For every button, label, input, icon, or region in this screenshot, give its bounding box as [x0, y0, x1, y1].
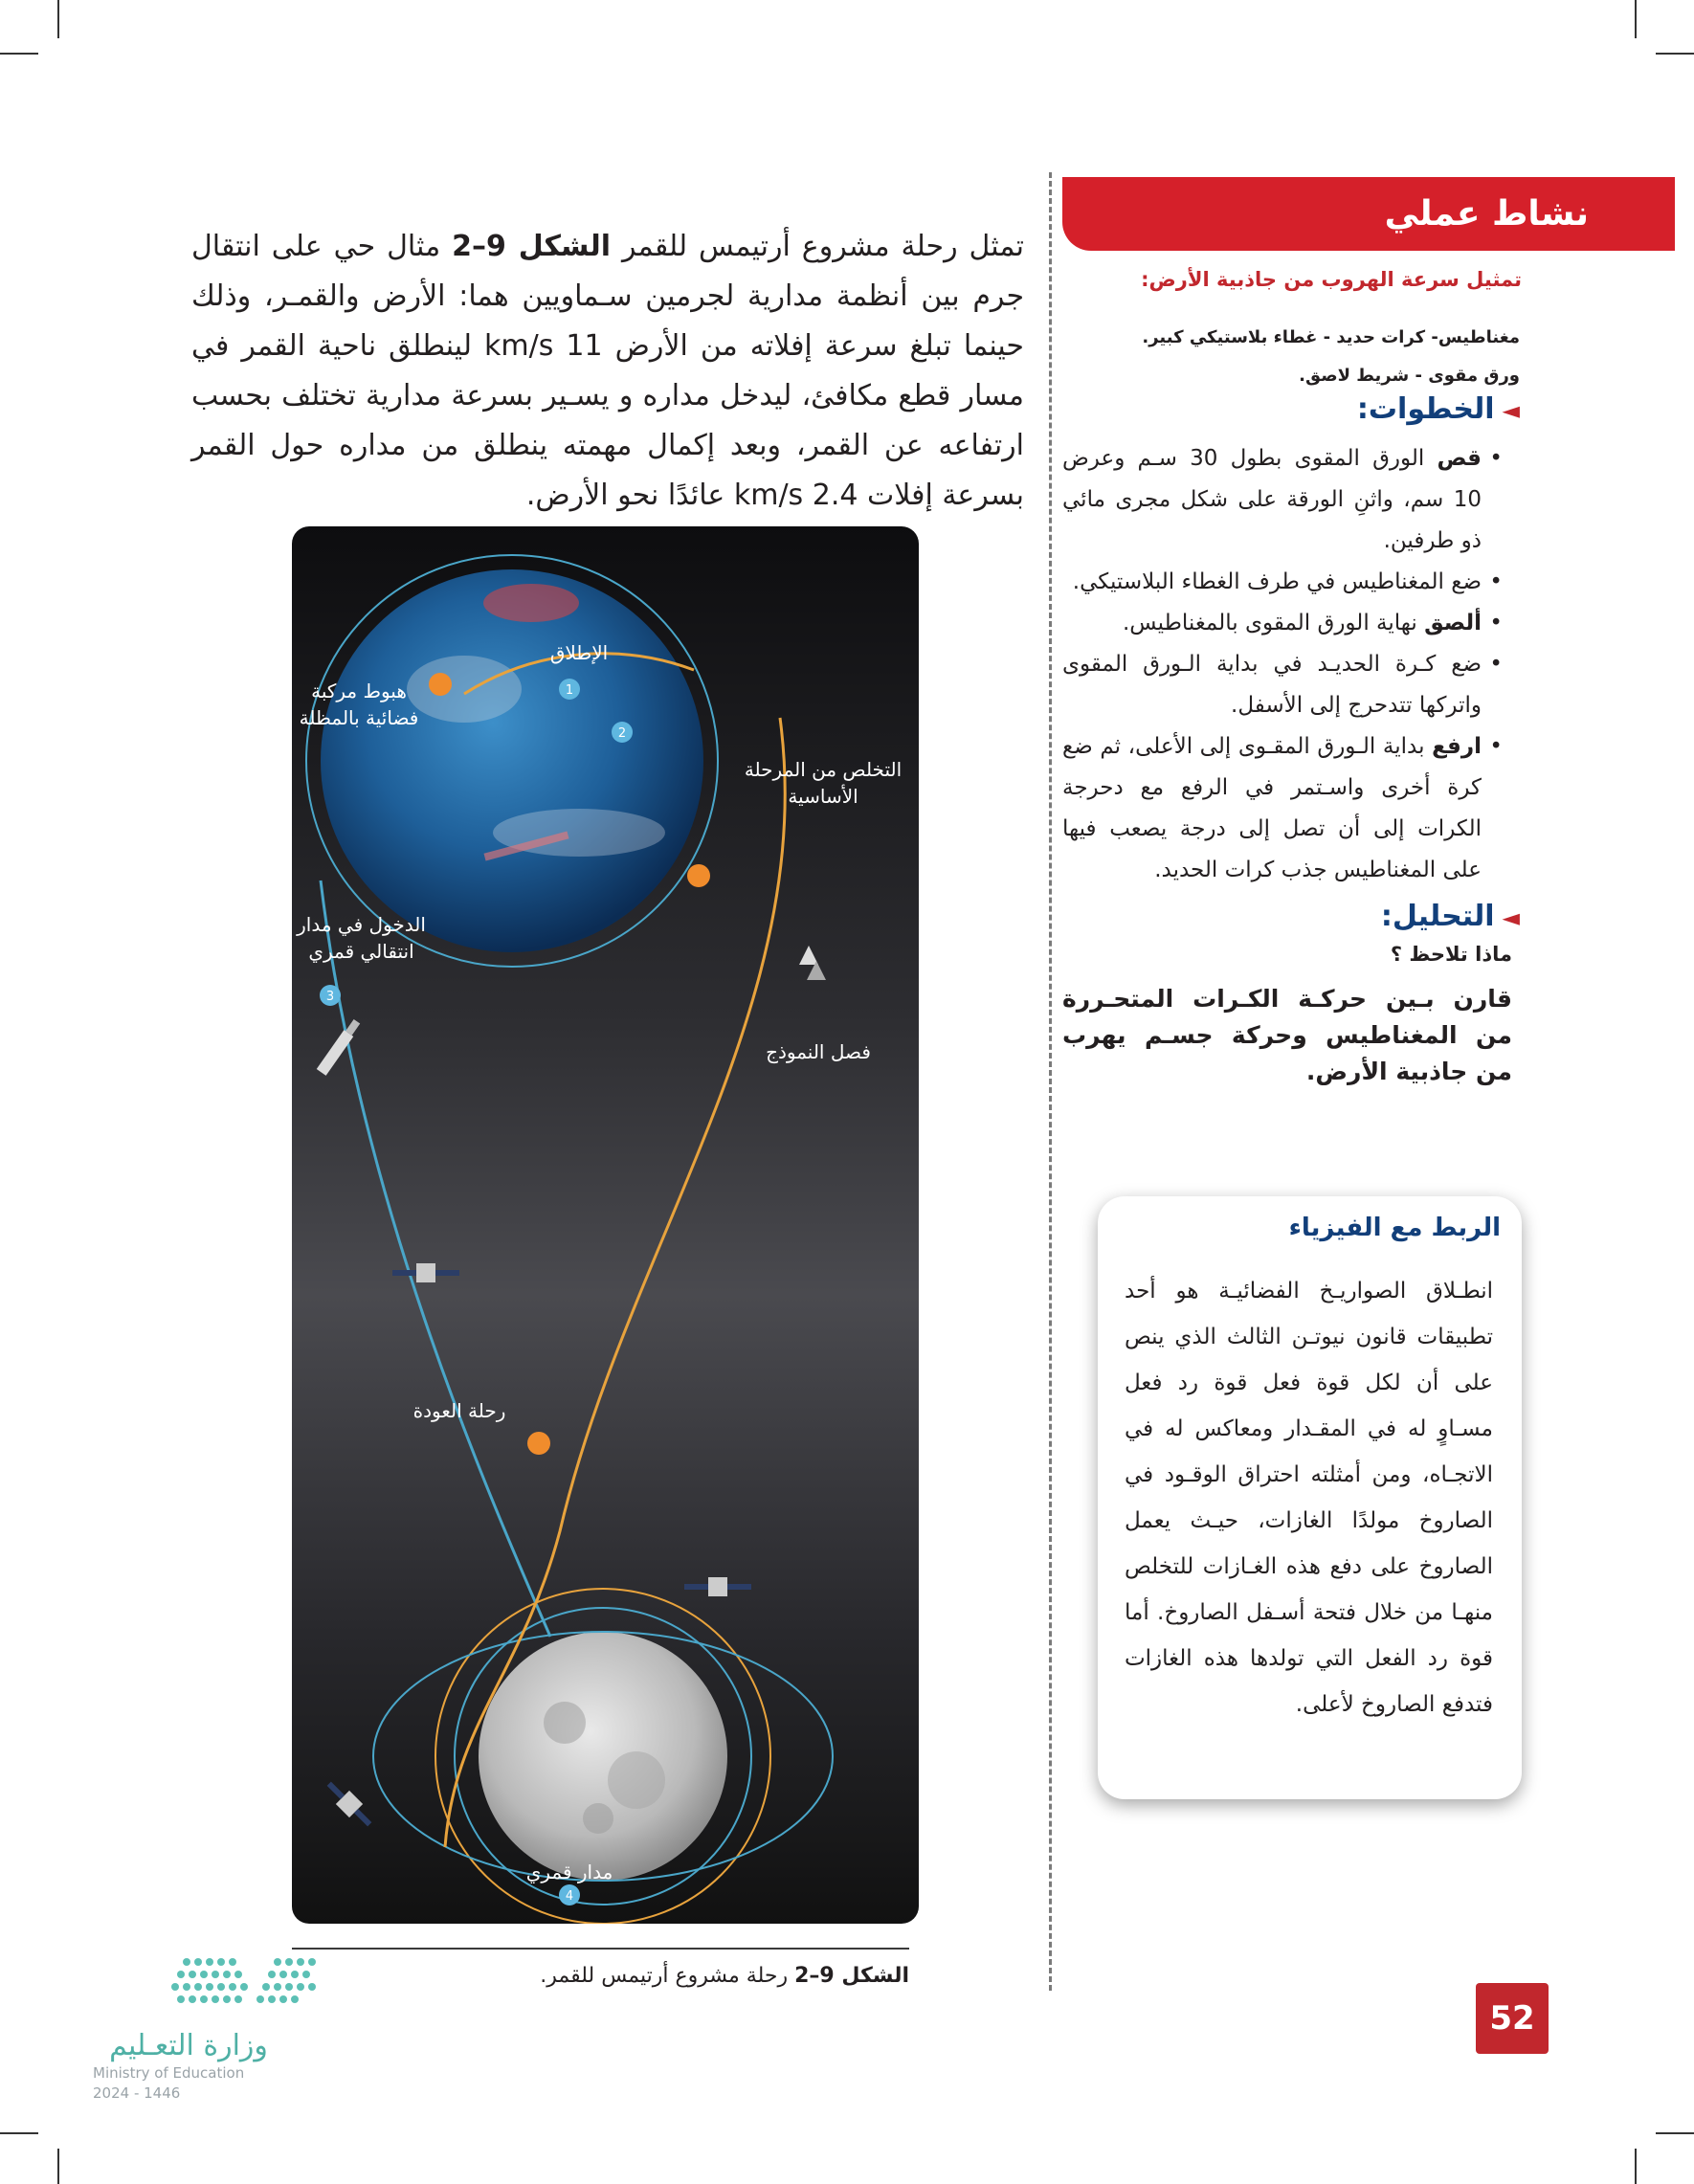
crop-mark — [0, 53, 38, 55]
core-stage-label: التخلص من المرحلة الأساسية — [744, 758, 903, 808]
outbound-trajectory — [321, 880, 550, 1637]
step-verb: ألصق — [1424, 611, 1482, 635]
crop-mark — [1656, 53, 1694, 55]
question-2: قارن بـين حركـة الكـرات المتحـررة من المغناطيس وحركة جسـم يهرب من جاذبية الأرض. — [1062, 985, 1512, 1085]
step-item — [1062, 644, 1503, 726]
marker-4-text: 4 — [565, 1889, 574, 1904]
landing-label: هبوط مركبة فضائية بالمظلة — [299, 680, 419, 729]
activity-header: نشاط عملي — [1062, 177, 1675, 251]
analysis-heading — [1062, 900, 1520, 933]
intro-part2: مثال حي على انتقال جرم بين أنظمة مدارية لجرمين سـماويين هما: الأرض والقمـر، وذلك حينما تبلغ سرعة إفلاته من الأرض 11 km/s لينطلق ناحية القمر في مسار قطع مكافئ، ليدخل مداره و يسـير بسرعة مدارية تختلف بحسب ارتفاعه عن القمر، وبعد إكمال مهمته ينطلق من مداره حول القمر بسرعة إفلات 2.4 km/s عائدًا نحو الأرض. — [191, 230, 1024, 512]
steps-heading — [1062, 392, 1520, 426]
crop-mark — [57, 2149, 59, 2184]
launch-label: الإطلاق — [549, 641, 609, 664]
spacecraft-icon — [323, 1777, 377, 1832]
landing-dot — [429, 673, 452, 696]
spacecraft-icon — [392, 1263, 459, 1282]
caption-rule — [292, 1948, 909, 1950]
intro-part1: تمثل رحلة مشروع أرتيمس للقمر — [611, 230, 1024, 263]
analysis-title: التحليل: — [1380, 900, 1495, 933]
module-separation-label: فصل النموذج — [766, 1040, 871, 1063]
artemis-figure — [292, 526, 919, 1924]
step-item — [1062, 562, 1503, 603]
materials-line-1: مغناطيس- كرات حديد - غطاء بلاستيكي كبير. — [1142, 327, 1520, 347]
marker-3-text: 3 — [325, 990, 335, 1004]
moon-crater — [583, 1803, 613, 1834]
ministry-name-ar: وزارة التعـليم — [109, 2029, 268, 2062]
step-text: ضع المغناطيس في طرف الغطاء البلاستيكي. — [1072, 569, 1482, 594]
spacecraft-icon — [684, 1577, 751, 1596]
figure-caption — [292, 1964, 909, 1988]
step-item — [1062, 726, 1503, 891]
physics-title: الربط مع الفيزياء — [1288, 1214, 1501, 1242]
return-dot — [527, 1432, 550, 1455]
steps-list — [1062, 438, 1503, 891]
moon-crater — [544, 1702, 586, 1744]
step-text: نهاية الورق المقوى بالمغناطيس. — [1123, 611, 1425, 635]
step-item — [1062, 438, 1503, 562]
earth-globe — [321, 569, 703, 952]
moon-globe — [479, 1632, 727, 1881]
separation-dot — [687, 864, 710, 887]
caption-text: رحلة مشروع أرتيمس للقمر. — [540, 1964, 795, 1988]
moon-crater — [608, 1751, 665, 1809]
crop-mark — [1635, 0, 1637, 38]
ministry-name-en: Ministry of Education — [93, 2064, 245, 2082]
launch-flare — [483, 584, 579, 622]
marker-1-text: 1 — [565, 683, 574, 698]
step-item — [1062, 603, 1503, 644]
translunar-label: الدخول في مدار انتقالي قمري — [297, 913, 426, 963]
page-number: 52 — [1476, 1983, 1549, 2054]
triangle-icon: ◄ — [1502, 904, 1520, 931]
ministry-year: 2024 - 1446 — [93, 2084, 181, 2102]
step-text: ضع كـرة الحديـد في بداية الـورق المقوى واتركها تتدحرج إلى الأسفل. — [1062, 652, 1482, 718]
caption-ref: الشكل 9–2 — [794, 1964, 909, 1988]
trajectory-diagram — [292, 526, 919, 1924]
steps-title: الخطوات: — [1356, 392, 1495, 426]
step-text: الورق المقوى بطول 30 سـم وعرض 10 سم، واثنِ الورقة على شكل مجرى مائي ذو طرفين. — [1062, 446, 1482, 553]
lunar-orbit-label: مدار قمري — [525, 1861, 613, 1883]
spacecraft-icon — [317, 1018, 362, 1076]
materials-line-2: ورق مقوى - شريط لاصق. — [1299, 366, 1520, 386]
return-label: رحلة العودة — [412, 1399, 506, 1422]
physics-body: انطـلاق الصواريـخ الفضائيـة هو أحد تطبيقات قانون نيوتـن الثالث الذي ينص على أن لكل قوة فعل قوة رد فعل مسـاوٍ له في المقـدار ومعاكس له في الاتجـاه، ومن أمثلته احتراق الوقـود في الصاروخ مولدًا الغازات، حيـث يعمل الصاروخ على دفع هذه الغـازات للتخلص منهـا من خلال فتحة أسـفل الصاروخ. أما قوة رد الفعل التي تولدها هذه الغازات فتدفع الصاروخ لأعلى. — [1125, 1279, 1493, 1717]
activity-subtitle: تمثيل سرعة الهروب من جاذبية الأرض: — [1141, 268, 1522, 291]
crop-mark — [1656, 2132, 1694, 2134]
crop-mark — [57, 0, 59, 38]
step-verb: ارفع — [1432, 734, 1482, 759]
marker-2-text: 2 — [617, 726, 627, 741]
step-verb: قص — [1437, 446, 1482, 471]
question-1: ماذا تلاحظ ؟ — [1390, 943, 1512, 966]
physics-connection-box — [1098, 1196, 1522, 1799]
intro-paragraph — [191, 222, 1024, 521]
triangle-icon: ◄ — [1502, 397, 1520, 424]
step-text: بداية الـورق المقـوى إلى الأعلى، ثم ضع كرة أخرى واسـتمر في الرفع مع دحرجة الكرات إلى أن تصل إلى درجة يصعب فيها على المغناطيس جذب كرات الحديد. — [1062, 734, 1482, 882]
crop-mark — [1635, 2149, 1637, 2184]
module-separation-icon — [799, 946, 826, 980]
column-divider — [1049, 172, 1052, 1991]
figure-reference: الشكل 9–2 — [452, 230, 611, 263]
materials-list — [1062, 319, 1520, 395]
crop-mark — [0, 2132, 38, 2134]
